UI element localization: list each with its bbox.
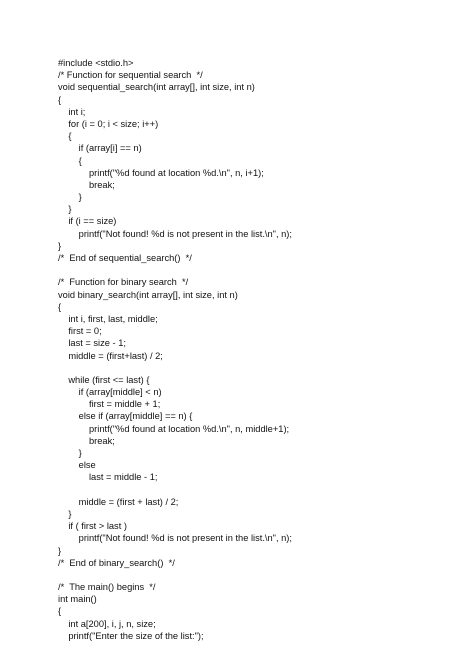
- code-line: if (i == size): [58, 216, 117, 227]
- code-line: printf("Enter the size of the list:");: [58, 630, 204, 641]
- code-listing: [58, 57, 458, 642]
- code-line: }: [58, 508, 72, 519]
- code-line: [58, 569, 458, 581]
- code-line: void binary_search(int array[], int size, int n): [58, 289, 238, 300]
- code-line: /* End of sequential_search() */: [58, 253, 192, 263]
- code-line: last = middle - 1;: [58, 472, 158, 483]
- code-line: middle = (first + last) / 2;: [58, 496, 179, 507]
- code-line: void sequential_search(int array[], int size, int n): [58, 82, 255, 93]
- code-line: int a[200], i, j, n, size;: [58, 618, 156, 629]
- code-line: }: [58, 240, 62, 251]
- code-line: {: [58, 94, 62, 105]
- code-line: {: [58, 606, 62, 617]
- code-line: printf("Not found! %d is not present in the list.\n", n);: [58, 533, 292, 544]
- code-line: /* Function for binary search */: [58, 277, 189, 288]
- code-line: middle = (first+last) / 2;: [58, 350, 163, 361]
- code-line: printf("Not found! %d is not present in the list.\n", n);: [58, 228, 292, 239]
- code-line: while (first <= last) {: [58, 374, 150, 385]
- code-line: if ( first > last ): [58, 521, 127, 532]
- code-line: first = middle + 1;: [58, 399, 161, 410]
- code-line: [58, 264, 458, 276]
- code-line: last = size - 1;: [58, 338, 126, 349]
- code-line: }: [58, 545, 62, 556]
- code-line: int i;: [58, 106, 86, 117]
- code-line: /* End of binary_search() */: [58, 557, 175, 568]
- code-line: }: [58, 448, 82, 458]
- code-line: else: [58, 460, 96, 471]
- code-line: int main(): [58, 594, 97, 605]
- code-line: #include <stdio.h>: [58, 58, 134, 68]
- code-line: first = 0;: [58, 326, 102, 337]
- code-line: {: [58, 131, 72, 142]
- code-line: }: [58, 204, 72, 215]
- code-line: [58, 362, 458, 374]
- code-line: {: [58, 155, 82, 166]
- code-line: /* Function for sequential search */: [58, 70, 203, 81]
- code-line: if (array[middle] < n): [58, 387, 162, 398]
- code-line: printf("%d found at location %d.\n", n, middle+1);: [58, 423, 290, 434]
- code-line: }: [58, 192, 82, 203]
- code-line: int i, first, last, middle;: [58, 313, 158, 324]
- code-line: break;: [58, 179, 115, 190]
- code-line: {: [58, 301, 62, 312]
- code-line: if (array[i] == n): [58, 143, 142, 154]
- code-line: else if (array[middle] == n) {: [58, 411, 193, 422]
- code-line: /* The main() begins */: [58, 582, 156, 593]
- code-line: [58, 484, 458, 496]
- code-line: printf("%d found at location %d.\n", n, i+1);: [58, 167, 264, 178]
- code-line: break;: [58, 435, 115, 446]
- code-line: for (i = 0; i < size; i++): [58, 118, 159, 129]
